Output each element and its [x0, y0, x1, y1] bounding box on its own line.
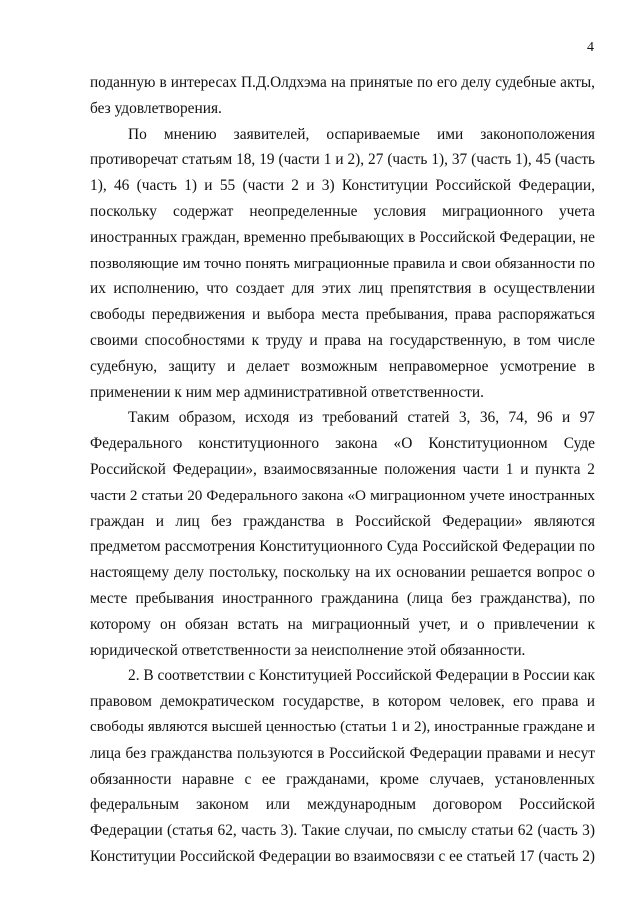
text-line: граждан и лиц без гражданства в Российской Федерации» являются: [90, 512, 595, 530]
document-body: [90, 70, 595, 870]
text-line: лица без гражданства пользуются в Российской Федерации правами и несут: [90, 744, 595, 762]
text-line: федеральным законом или международным договором Российской: [90, 796, 595, 814]
text-line: 2. В соответствии с Конституцией Российской Федерации в России как: [128, 667, 595, 685]
text-line: позволяющие им точно понять миграционные правила и свои обязанности по: [90, 254, 595, 272]
text-line: поскольку содержат неопределенные условия миграционного учета: [90, 202, 595, 220]
text-line: их исполнению, что создает для этих лиц препятствия в осуществлении: [90, 280, 595, 298]
text-line: Конституции Российской Федерации во взаимосвязи с ее статьей 17 (часть 2): [90, 847, 595, 865]
text-line: противоречат статьям 18, 19 (части 1 и 2), 27 (часть 1), 37 (часть 1), 45 (часть: [90, 151, 595, 169]
text-line: своими способностями к труду и права на государственную, в том числе: [90, 331, 595, 349]
text-line: юридической ответственности за неисполнение этой обязанности.: [90, 641, 526, 659]
text-line: Таким образом, исходя из требований статей 3, 36, 74, 96 и 97: [128, 409, 595, 427]
text-line: свободы являются высшей ценностью (статьи 1 и 2), иностранные граждане и: [90, 718, 595, 735]
text-line: иностранных граждан, временно пребывающих в Российской Федерации, не: [90, 228, 595, 246]
text-line: По мнению заявителей, оспариваемые ими законоположения: [128, 125, 595, 143]
text-line: применении к ним мер административной ответственности.: [90, 383, 484, 401]
page-number: 4: [587, 40, 594, 55]
text-line: обязанности наравне с ее гражданами, кроме случаев, установленных: [90, 770, 595, 788]
text-line: предметом рассмотрения Конституционного Суда Российской Федерации по: [90, 538, 595, 556]
text-line: правовом демократическом государстве, в котором человек, его права и: [90, 693, 595, 711]
text-line: Федерации (статья 62, часть 3). Такие случаи, по смыслу статьи 62 (часть 3): [90, 822, 595, 840]
text-line: Российской Федерации», взаимосвязанные положения части 1 и пункта 2: [90, 460, 595, 478]
text-line: месте пребывания иностранного гражданина (лица без гражданства), по: [90, 589, 595, 607]
text-line: которому он обязан встать на миграционный учет, и о привлечении к: [90, 615, 595, 633]
text-line: настоящему делу постольку, поскольку на их основании решается вопрос о: [90, 564, 595, 582]
text-line: без удовлетворения.: [90, 99, 222, 117]
text-line: поданную в интересах П.Д.Олдхэма на принятые по его делу судебные акты,: [90, 74, 595, 91]
text-line: судебную, защиту и делает возможным неправомерное усмотрение в: [90, 357, 595, 375]
text-line: 1), 46 (часть 1) и 55 (части 2 и 3) Конституции Российской Федерации,: [90, 177, 595, 195]
text-line: Федерального конституционного закона «О Конституционном Суде: [90, 435, 595, 453]
text-line: свободы передвижения и выбора места пребывания, права распоряжаться: [90, 306, 595, 324]
text-line: части 2 статьи 20 Федерального закона «О миграционном учете иностранных: [90, 486, 595, 504]
